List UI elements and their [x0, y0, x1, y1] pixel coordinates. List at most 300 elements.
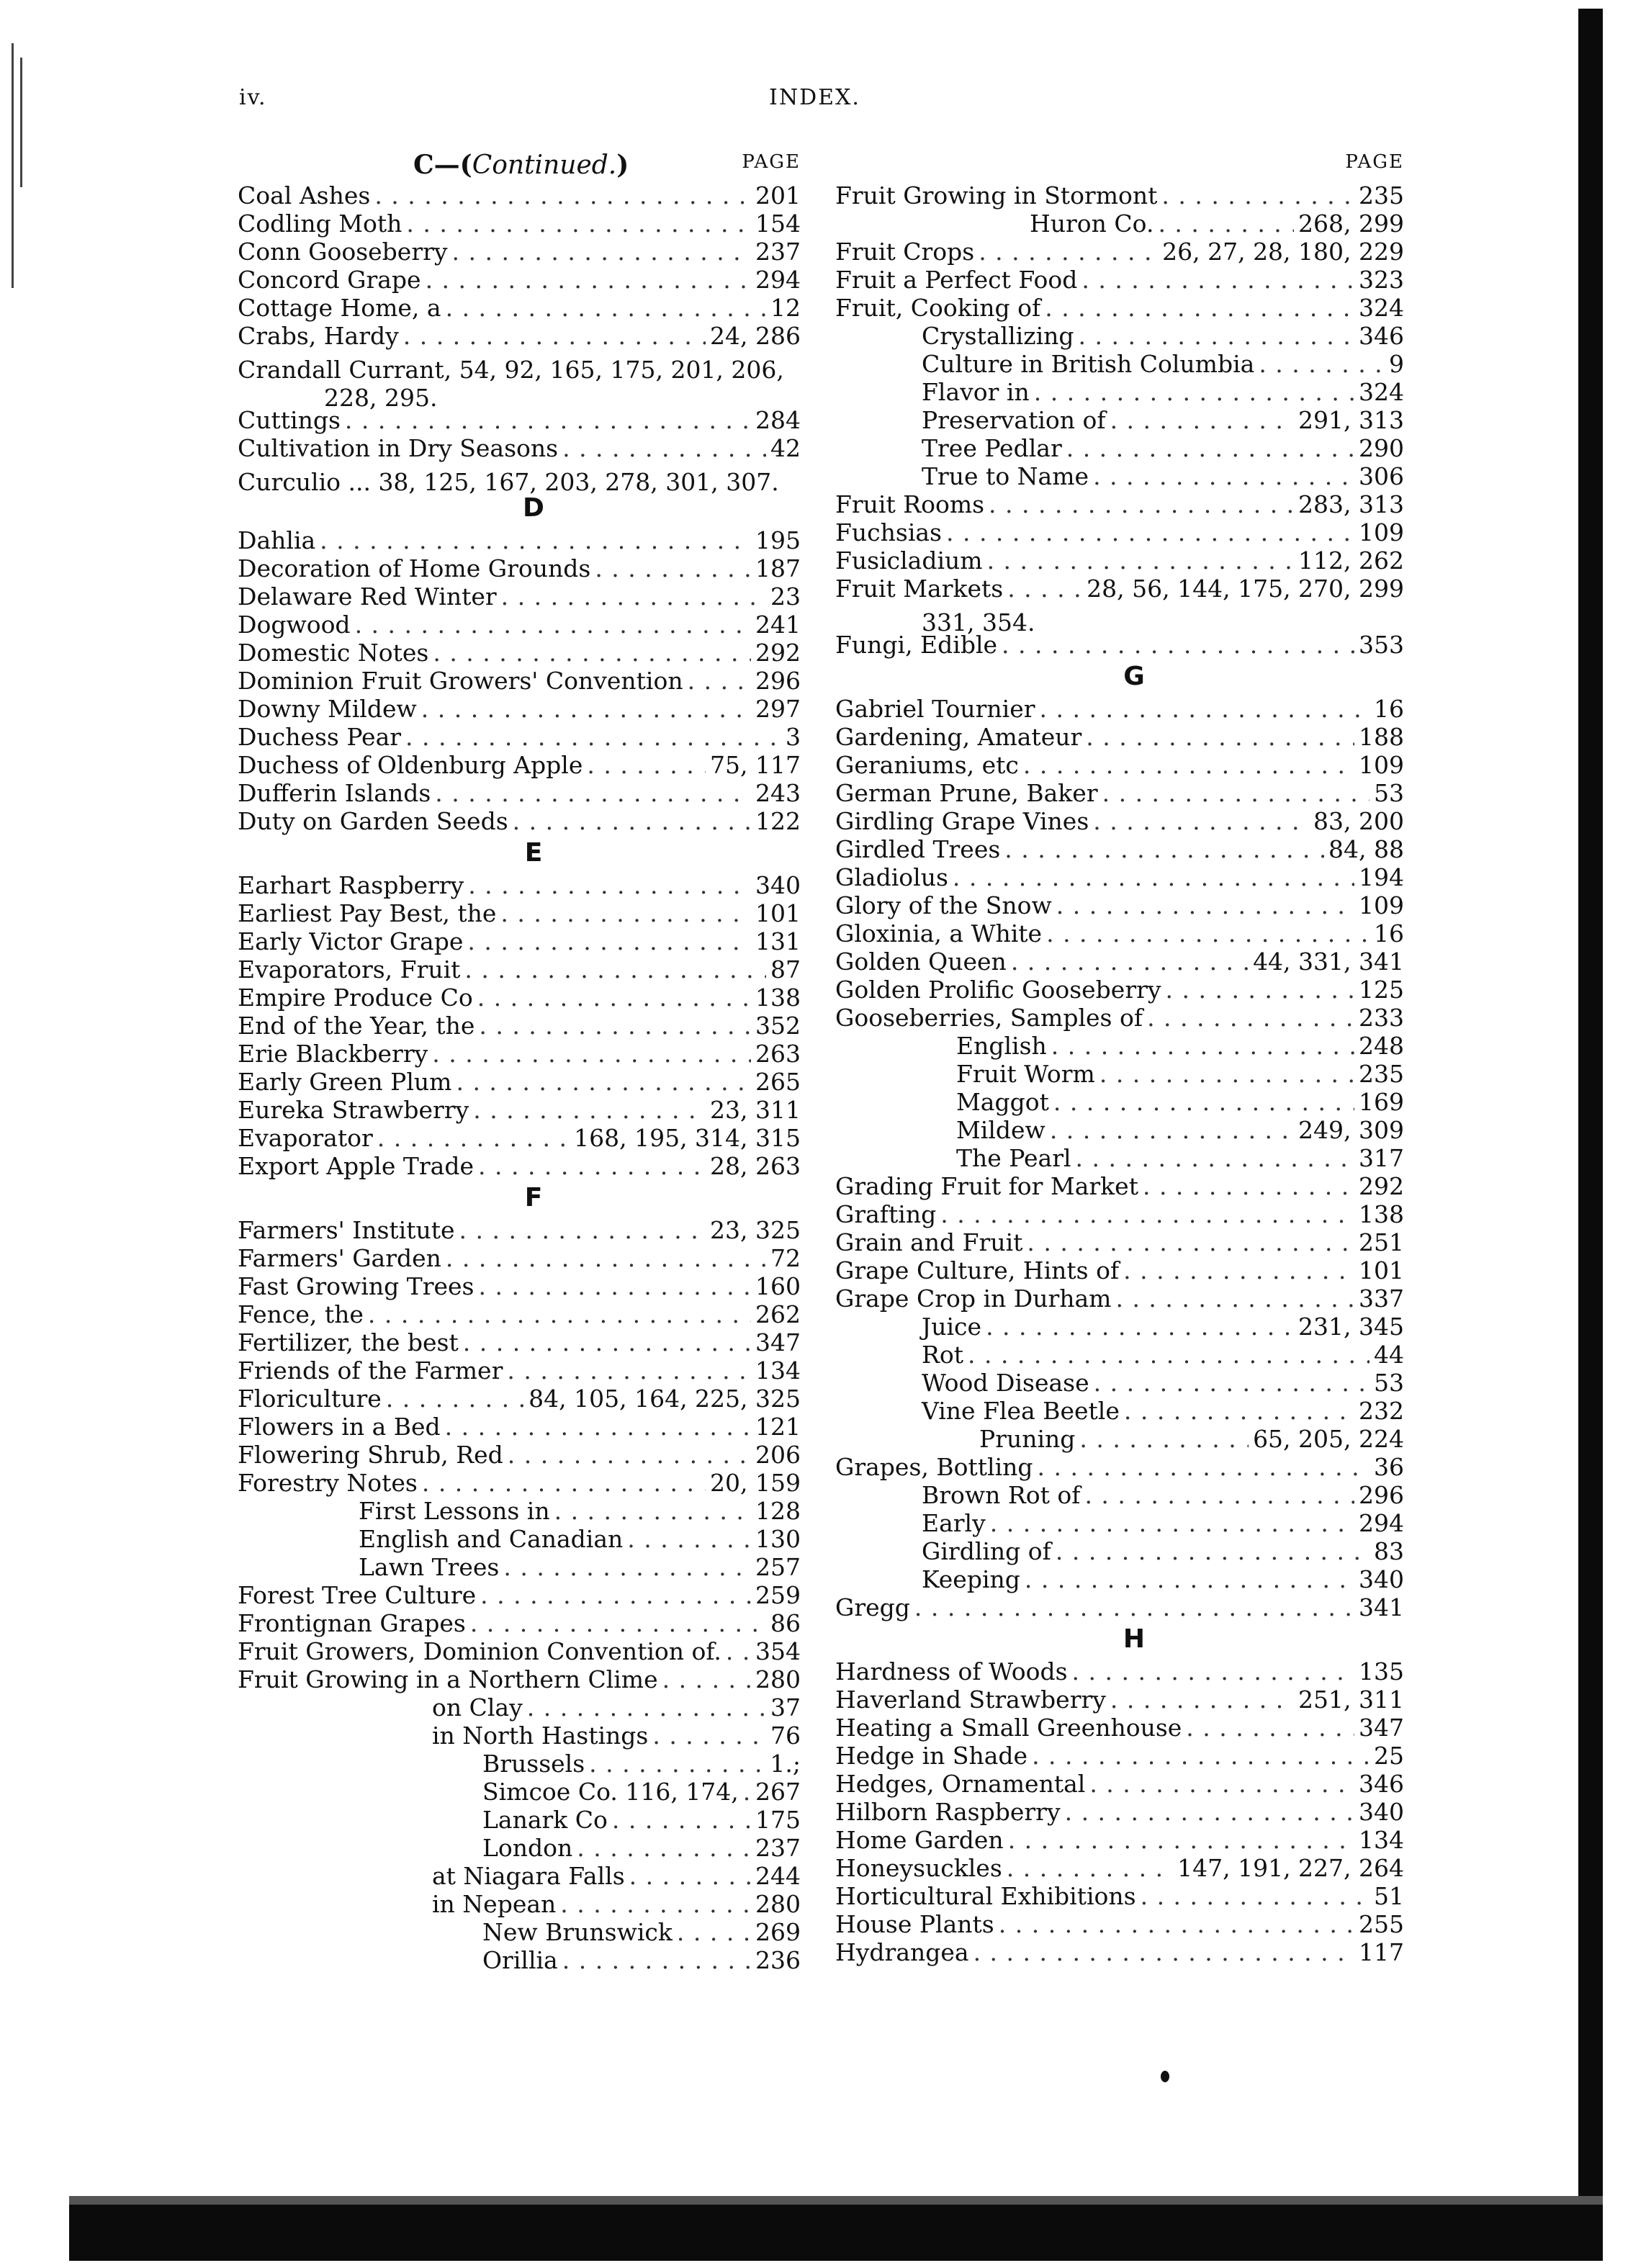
entry-label: Hedges, Ornamental [835, 1770, 1086, 1798]
index-entry [835, 779, 1404, 807]
entry-pages: 76 [770, 1722, 801, 1750]
index-entry [835, 919, 1404, 948]
right-column-header [835, 144, 1404, 187]
entry-pages: 87 [770, 955, 801, 984]
entry-label: Delaware Red Winter [238, 582, 497, 611]
dot-leader [1259, 350, 1385, 378]
entry-label: Evaporators, Fruit [238, 955, 461, 984]
index-entry [238, 1525, 801, 1553]
entry-label: Early Green Plum [238, 1068, 452, 1096]
index-entry [835, 1537, 1404, 1565]
entry-pages: 346 [1359, 1770, 1404, 1798]
entry-label: Tree Pedlar [922, 434, 1062, 462]
entry-pages: 25 [1374, 1742, 1404, 1770]
entry-pages: 20, 159 [710, 1469, 801, 1497]
entry-label: Fruit Rooms [835, 490, 985, 518]
dot-leader [1093, 462, 1354, 490]
entry-label: Friends of the Farmer [238, 1356, 503, 1385]
entry-label: Gregg [835, 1593, 910, 1621]
entry-pages: 194 [1359, 863, 1404, 891]
entry-pages: 122 [755, 807, 801, 835]
entry-pages: 128 [755, 1497, 801, 1525]
dot-leader [1089, 1770, 1354, 1798]
dot-leader [426, 266, 751, 294]
index-entry [835, 1686, 1404, 1714]
entry-pages: 23, 325 [710, 1216, 801, 1244]
index-entry [835, 631, 1404, 659]
index-entry [835, 1369, 1404, 1397]
entry-label: Geraniums, etc [835, 751, 1019, 779]
dot-leader [432, 1040, 751, 1068]
index-entry [238, 434, 801, 462]
dot-leader [1076, 1144, 1354, 1172]
entry-pages: 187 [755, 554, 801, 582]
entry-label: Fertilizer, the best [238, 1328, 459, 1356]
index-entry [238, 927, 801, 955]
dot-leader [1079, 1425, 1249, 1453]
entry-label: Curculio ... 38, 125, 167, 203, 278, 301, 307. [238, 468, 779, 496]
index-entry [835, 1172, 1404, 1200]
entry-label: The Pearl [956, 1144, 1071, 1172]
dot-leader [1141, 1882, 1370, 1910]
entry-label: London [482, 1834, 573, 1862]
dot-leader [452, 238, 751, 266]
dot-leader [1072, 1657, 1354, 1686]
entry-pages: 243 [755, 779, 801, 807]
index-entry [238, 350, 801, 384]
entry-pages: 296 [1359, 1481, 1404, 1509]
dot-leader [1039, 603, 1400, 631]
index-entry [238, 1806, 801, 1834]
index-entry [238, 1862, 801, 1890]
index-entry [238, 1918, 801, 1946]
entry-pages: 112, 262 [1298, 546, 1404, 575]
entry-pages: 294 [1359, 1509, 1404, 1537]
dot-leader [953, 863, 1354, 891]
dot-leader [463, 1328, 751, 1356]
entry-label: Grading Fruit for Market [835, 1172, 1138, 1200]
entry-label: Codling Moth [238, 210, 402, 238]
entry-label: Mildew [956, 1116, 1045, 1144]
dot-leader [368, 1300, 751, 1328]
entry-pages: 341 [1359, 1593, 1404, 1621]
index-entry [835, 1565, 1404, 1593]
index-entry [835, 1453, 1404, 1481]
entry-label: Cultivation in Dry Seasons [238, 434, 559, 462]
entry-label: Golden Prolific Gooseberry [835, 976, 1161, 1004]
entry-label: 331, 354. [922, 608, 1035, 636]
entry-pages: 135 [1359, 1657, 1404, 1686]
index-entry [835, 181, 1404, 210]
entry-label: English [956, 1032, 1047, 1060]
entry-pages: 324 [1359, 294, 1404, 322]
dot-leader [1045, 294, 1354, 322]
index-entry [835, 976, 1404, 1004]
dot-leader [560, 1890, 751, 1918]
dot-leader [1066, 434, 1354, 462]
entry-label: Keeping [922, 1565, 1020, 1593]
entry-label: Grapes, Bottling [835, 1453, 1033, 1481]
entry-pages: 340 [1359, 1798, 1404, 1826]
entry-pages: 296 [755, 667, 801, 695]
entry-pages: 306 [1359, 462, 1404, 490]
entry-pages: 268, 299 [1298, 210, 1404, 238]
entry-label: Fruit a Perfect Food [835, 266, 1078, 294]
index-entry [835, 1657, 1404, 1686]
index-entry [238, 1581, 801, 1609]
dot-leader [478, 1272, 751, 1300]
entry-label: Girdled Trees [835, 835, 1001, 863]
index-entry [238, 1722, 801, 1750]
dot-leader [999, 1910, 1354, 1938]
entry-label: Heating a Small Greenhouse [835, 1714, 1182, 1742]
entry-pages: 130 [755, 1525, 801, 1553]
index-entry [238, 1946, 801, 1974]
entry-label: Gloxinia, a White [835, 919, 1043, 948]
entry-pages: 206 [755, 1441, 801, 1469]
index-entry [835, 1284, 1404, 1313]
entry-pages: 294 [755, 266, 801, 294]
index-entry [238, 1750, 801, 1778]
entry-label: Gooseberries, Samples of [835, 1004, 1143, 1032]
dot-leader [1158, 210, 1294, 238]
index-entry [835, 1910, 1404, 1938]
index-entry [835, 1425, 1404, 1453]
entry-pages: 292 [755, 639, 801, 667]
entry-pages: 168, 195, 314, 315 [574, 1124, 801, 1152]
entry-label: at Niagara Falls [432, 1862, 625, 1890]
index-entry [835, 751, 1404, 779]
index-entry [835, 1714, 1404, 1742]
index-entry [835, 378, 1404, 406]
index-entry [238, 322, 801, 350]
entry-label: Duty on Garden Seeds [238, 807, 508, 835]
entry-label: Eureka Strawberry [238, 1096, 469, 1124]
entry-pages: 233 [1359, 1004, 1404, 1032]
entry-label: Cuttings [238, 406, 341, 434]
entry-label: Fuchsias [835, 518, 942, 546]
dot-leader [562, 434, 766, 462]
index-entry [835, 891, 1404, 919]
index-entry [835, 490, 1404, 518]
index-entry [238, 1012, 801, 1040]
index-entry [238, 1244, 801, 1272]
entry-label: Crandall Currant, 54, 92, 165, 175, 201, 206, [238, 356, 784, 384]
index-entry [835, 1313, 1404, 1341]
index-entry [238, 871, 801, 899]
dot-leader [478, 1152, 706, 1180]
index-entry [835, 238, 1404, 266]
entry-label: True to Name [922, 462, 1089, 490]
page-column-label: PAGE [742, 151, 801, 173]
section-letter: E [524, 838, 543, 868]
entry-pages: 26, 27, 28, 180, 229 [1162, 238, 1404, 266]
running-title: INDEX. [769, 85, 860, 110]
entry-label: Fruit Crops [835, 238, 975, 266]
dot-leader [467, 927, 751, 955]
dot-leader [662, 1665, 751, 1693]
index-entry [238, 294, 801, 322]
entry-label: Lawn Trees [359, 1553, 500, 1581]
entry-pages: 138 [755, 984, 801, 1012]
index-entry [835, 462, 1404, 490]
index-entry [835, 1032, 1404, 1060]
index-entry [835, 1826, 1404, 1854]
entry-pages: 317 [1359, 1144, 1404, 1172]
entry-label: in North Hastings [432, 1722, 649, 1750]
dot-leader [677, 1918, 751, 1946]
entry-label: Maggot [956, 1088, 1049, 1116]
entry-label: Orillia [482, 1946, 558, 1974]
entry-label: Downy Mildew [238, 695, 417, 723]
section-title-prefix: C—( [413, 150, 472, 180]
entry-pages: 340 [1359, 1565, 1404, 1593]
dot-leader [973, 1938, 1354, 1966]
index-entry [835, 1200, 1404, 1228]
entry-label: Forestry Notes [238, 1469, 418, 1497]
entry-pages: 337 [1359, 1284, 1404, 1313]
dot-leader [1023, 751, 1354, 779]
dot-leader [577, 1834, 751, 1862]
index-entry [835, 1593, 1404, 1621]
dot-leader [1056, 1537, 1370, 1565]
entry-label: Hardness of Woods [835, 1657, 1068, 1686]
entry-label: Dahlia [238, 526, 316, 554]
entry-pages: 255 [1359, 1910, 1404, 1938]
dot-leader [1007, 1854, 1173, 1882]
dot-leader [459, 1216, 706, 1244]
entry-pages: 24, 286 [710, 322, 801, 350]
index-entry [238, 955, 801, 984]
dot-leader [986, 1313, 1294, 1341]
dot-leader [441, 378, 796, 406]
dot-leader [479, 1012, 751, 1040]
entry-label: 228, 295. [324, 384, 438, 412]
entry-pages: 84, 105, 164, 225, 325 [529, 1385, 801, 1413]
entry-label: Fruit Markets [835, 575, 1004, 603]
entry-label: English and Canadian [359, 1525, 624, 1553]
entry-label: Fast Growing Trees [238, 1272, 475, 1300]
index-entry [238, 1834, 801, 1862]
index-entry [238, 1068, 801, 1096]
entry-pages: 249, 309 [1298, 1116, 1404, 1144]
index-entry [238, 1469, 801, 1497]
entry-pages: 248 [1359, 1032, 1404, 1060]
entry-pages: 109 [1359, 518, 1404, 546]
index-entry [835, 210, 1404, 238]
index-entry [238, 1152, 801, 1180]
index-entry [238, 238, 801, 266]
index-entry [238, 1124, 801, 1152]
dot-leader [507, 1356, 751, 1385]
section-letter: G [1123, 662, 1145, 691]
dot-leader [422, 1469, 706, 1497]
dot-leader [595, 554, 751, 582]
entry-label: in Nepean [432, 1890, 557, 1918]
dot-leader [480, 1581, 751, 1609]
dot-leader [501, 582, 766, 611]
entry-pages: 83 [1374, 1537, 1404, 1565]
entry-label: Gabriel Tournier [835, 695, 1035, 723]
entry-label: Hydrangea [835, 1938, 969, 1966]
entry-pages: 235 [1359, 1060, 1404, 1088]
entry-pages: 283, 313 [1298, 490, 1404, 518]
entry-label: Crabs, Hardy [238, 322, 399, 350]
index-entry [835, 406, 1404, 434]
entry-pages: 12 [770, 294, 801, 322]
entry-pages: 147, 191, 227, 264 [1177, 1854, 1404, 1882]
entry-label: Fruit Growers, Dominion Convention of. [238, 1637, 721, 1665]
entry-pages: 347 [755, 1328, 801, 1356]
dot-leader [1056, 891, 1354, 919]
dot-leader [1051, 1032, 1354, 1060]
index-entry [238, 1553, 801, 1581]
index-entry [835, 723, 1404, 751]
entry-label: Simcoe Co. 116, 174, [482, 1778, 739, 1806]
dot-leader [1027, 1228, 1354, 1256]
dot-leader [1038, 1453, 1370, 1481]
dot-leader [1143, 1172, 1354, 1200]
dot-leader [1099, 1060, 1354, 1088]
dot-leader [513, 807, 751, 835]
dot-leader [1046, 919, 1370, 948]
entry-label: Gladiolus [835, 863, 948, 891]
dot-leader [508, 1441, 751, 1469]
entry-pages: 72 [770, 1244, 801, 1272]
index-entry [835, 1116, 1404, 1144]
index-entry [835, 575, 1404, 603]
index-entry [238, 723, 801, 751]
entry-label: House Plants [835, 1910, 994, 1938]
index-entry [238, 1328, 801, 1356]
entry-label: Hedge in Shade [835, 1742, 1028, 1770]
entry-label: Vine Flea Beetle [922, 1397, 1120, 1425]
entry-label: Fusicladium [835, 546, 983, 575]
dot-leader [987, 546, 1294, 575]
entry-pages: 28, 263 [710, 1152, 801, 1180]
index-entry [238, 1356, 801, 1385]
entry-label: Frontignan Grapes [238, 1609, 466, 1637]
index-entry [238, 1385, 801, 1413]
dot-leader [652, 1722, 766, 1750]
entry-pages: 251, 311 [1298, 1686, 1404, 1714]
left-column-header [238, 144, 801, 187]
entry-pages: 83, 200 [1313, 807, 1404, 835]
entry-pages: 347 [1359, 1714, 1404, 1742]
dot-leader [1147, 1004, 1354, 1032]
index-entry [835, 546, 1404, 575]
index-entry [835, 294, 1404, 322]
section-letter: H [1123, 1624, 1146, 1654]
index-entry [835, 1481, 1404, 1509]
index-entry [238, 1300, 801, 1328]
index-entry [835, 434, 1404, 462]
entry-pages: 44 [1374, 1341, 1404, 1369]
index-entry [238, 1693, 801, 1722]
dot-leader [1124, 1397, 1354, 1425]
entry-pages: 201 [755, 181, 801, 210]
entry-label: Concord Grape [238, 266, 421, 294]
entry-label: Home Garden [835, 1826, 1004, 1854]
dot-leader [433, 639, 751, 667]
dot-leader [406, 210, 751, 238]
dot-leader [456, 1068, 751, 1096]
index-entry [835, 1060, 1404, 1088]
entry-label: End of the Year, the [238, 1012, 475, 1040]
entry-label: Cottage Home, a [238, 294, 441, 322]
dot-leader [1079, 322, 1354, 350]
entry-pages: 340 [755, 871, 801, 899]
entry-pages: 195 [755, 526, 801, 554]
entry-pages: 259 [755, 1581, 801, 1609]
dot-leader [1123, 1256, 1354, 1284]
index-entry [238, 807, 801, 835]
entry-pages: 36 [1374, 1453, 1404, 1481]
entry-label: Juice [922, 1313, 982, 1341]
dot-leader [1115, 1284, 1354, 1313]
dot-leader [990, 1509, 1354, 1537]
dot-leader [1008, 1826, 1354, 1854]
entry-label: German Prune, Baker [835, 779, 1098, 807]
entry-pages: 257 [755, 1553, 801, 1581]
entry-label: Fruit Worm [956, 1060, 1095, 1088]
ink-speck [1161, 2071, 1169, 2082]
index-entry [835, 1798, 1404, 1826]
index-entry [835, 350, 1404, 378]
dot-leader [355, 611, 751, 639]
index-entry [835, 1144, 1404, 1172]
index-entry [238, 1778, 801, 1806]
index-entry [238, 462, 801, 496]
entry-pages: 138 [1359, 1200, 1404, 1228]
dot-leader [435, 779, 751, 807]
entry-label: Lanark Co [482, 1806, 608, 1834]
dot-leader [1110, 1686, 1294, 1714]
entry-pages: 28, 56, 144, 175, 270, 299 [1087, 575, 1404, 603]
index-entry [835, 1088, 1404, 1116]
dot-leader [1025, 1565, 1354, 1593]
entry-label: Honeysuckles [835, 1854, 1002, 1882]
dot-leader [1093, 807, 1309, 835]
entry-label: Fence, the [238, 1300, 364, 1328]
index-entry [238, 1497, 801, 1525]
index-entry [238, 181, 801, 210]
entry-pages: 44, 331, 341 [1253, 948, 1404, 976]
entry-pages: 16 [1374, 695, 1404, 723]
entry-label: Evaporator [238, 1124, 373, 1152]
dot-leader [1081, 266, 1354, 294]
dot-leader [500, 899, 751, 927]
page-column-label: PAGE [1345, 151, 1404, 173]
dot-leader [1102, 779, 1370, 807]
margin-mark [20, 58, 22, 187]
dot-leader [1034, 378, 1354, 406]
margin-mark [12, 43, 14, 288]
entry-label: Rot [922, 1341, 963, 1369]
entry-label: Duchess Pear [238, 723, 402, 751]
entry-pages: 84, 88 [1328, 835, 1404, 863]
index-entry [238, 1665, 801, 1693]
index-entry [238, 779, 801, 807]
dot-leader [405, 723, 781, 751]
index-entry [238, 526, 801, 554]
entry-pages: 53 [1374, 779, 1404, 807]
entry-label: Coal Ashes [238, 181, 371, 210]
index-entry [238, 695, 801, 723]
dot-leader [377, 1124, 570, 1152]
entry-label: Fruit, Cooking of [835, 294, 1041, 322]
entry-label: Brussels [482, 1750, 585, 1778]
